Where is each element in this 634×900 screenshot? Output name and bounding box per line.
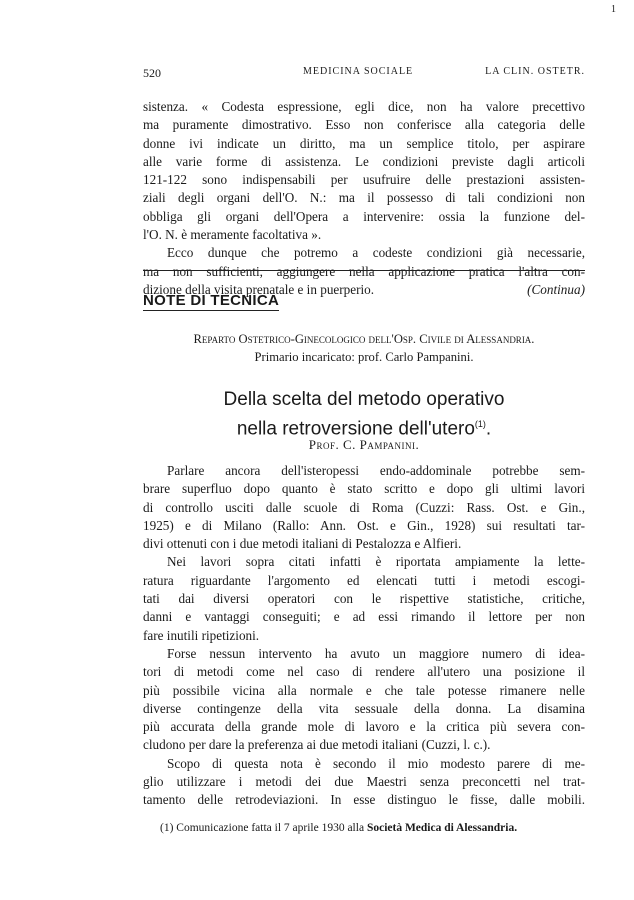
text-line: alle varie forme di assistenza. Le condizioni previste dagli articoli — [143, 153, 585, 169]
body-line: Forse nessun intervento ha avuto un maggiore numero di idea- — [167, 645, 585, 661]
affiliation-line: Reparto Ostetrico-Ginecologico dell'Osp. Civile di Alessandria. — [193, 332, 535, 346]
text-line: ma puramente dimostrativo. Esso non conferisce alla categoria delle — [143, 117, 585, 133]
body-line: tati dai diversi operatori con le rispettive statistiche, critiche, — [143, 591, 585, 607]
page-number: 520 — [143, 66, 161, 80]
article-body — [143, 462, 585, 810]
footnote-marker: (1) — [474, 419, 486, 429]
body-line: più accurata della grande mole di lavoro e la critica più severa con- — [143, 719, 585, 735]
section-title: NOTE DI TECNICA — [143, 292, 280, 309]
body-line: glio utilizzare i metodi dei due Maestri senza preconcetti nel trat- — [143, 774, 585, 790]
title-line: nella retroversione dell'utero — [236, 418, 475, 440]
footnote-text: (1) Comunicazione fatta il 7 aprile 1930 alla — [160, 822, 367, 834]
journal-short-title: LA CLIN. OSTETR. — [485, 66, 585, 77]
body-line: Nei lavori sopra citati infatti è riportata ampiamente la lette- — [167, 554, 585, 570]
journal-name: MEDICINA SOCIALE — [303, 66, 414, 77]
text-line: 121-122 sono indispensabili per usufruire delle prestazioni assisten- — [143, 172, 585, 188]
body-line: di controllo usciti dalle scuole di Roma (Cuzzi: Rass. Ost. e Gin., — [143, 499, 585, 515]
title-line: Della scelta del metodo operativo — [223, 389, 505, 410]
text-line: ma non sufficienti, aggiungere nella applicazione pratica l'altra con- — [143, 263, 585, 279]
article-title — [143, 387, 585, 441]
body-line: Parlare ancora dell'isteropessi endo-addominale potrebbe sem- — [167, 463, 585, 478]
footnote — [160, 822, 517, 834]
text-line: dizione della visita prenatale e in puerperio. — [143, 281, 375, 297]
body-line: 1925) e di Milano (Rallo: Ann. Ost. e Gin., 1928) sui resultati tar- — [143, 517, 585, 533]
body-line: più possibile vicina alla normale e che tale potesse rimanere nelle — [143, 682, 585, 698]
body-line: tamento delle retrodeviazioni. In esse distinguo le fisse, dalle mobili. — [143, 792, 585, 808]
author: Prof. C. Pampanini. — [308, 437, 420, 452]
body-line: divi ottenuti con i due metodi italiani di Pestalozza e Alfieri. — [143, 536, 462, 552]
text-line: donne ivi indicate un diritto, ma un semplice titolo, per aspirare — [143, 135, 585, 151]
affiliation — [143, 330, 585, 367]
body-line: ratura riguardante l'argomento ed elencati tutti i metodi escogi- — [143, 572, 585, 588]
body-line: fare inutili ripetizioni. — [143, 627, 260, 643]
text-line: obbliga gli organi dell'Opera a intervenire: ossia la funzione del- — [143, 208, 585, 224]
affiliation-line: Primario incaricato: prof. Carlo Pampanini. — [254, 350, 474, 365]
corner-mark: 1 — [611, 4, 616, 15]
text-line: ziali degli organi dell'O. N.: ma il possesso di tali condizioni non — [143, 190, 585, 206]
body-line: diverse contingenze della vita sessuale della donna. La disamina — [143, 700, 585, 716]
text-line: l'O. N. è meramente facoltativa ». — [143, 227, 322, 243]
text-line: sistenza. « Codesta espressione, egli dice, non ha valore precettivo — [143, 99, 585, 114]
body-line: brare superfluo dopo quanto è stato scritto e dopo gli ultimi lavori — [143, 481, 585, 497]
running-header — [143, 66, 585, 82]
body-line: tori di metodi come nel caso di rendere all'utero una posizione il — [143, 664, 585, 680]
title-end: . — [485, 418, 492, 440]
text-line: Ecco dunque che potremo a codeste condizioni già necessarie, — [167, 245, 585, 261]
footnote-society: Società Medica di Alessandria. — [366, 822, 518, 834]
body-line: Scopo di questa nota è secondo il mio modesto parere di me- — [167, 755, 585, 771]
section-divider — [143, 270, 585, 271]
continua-label: (Continua) — [527, 281, 585, 297]
body-line: danni e vantaggi conseguiti; e ad essi rimando il lettore per non — [143, 609, 585, 625]
body-line: cludono per dare la preferenza ai due metodi italiani (Cuzzi, l. c.). — [143, 737, 491, 753]
